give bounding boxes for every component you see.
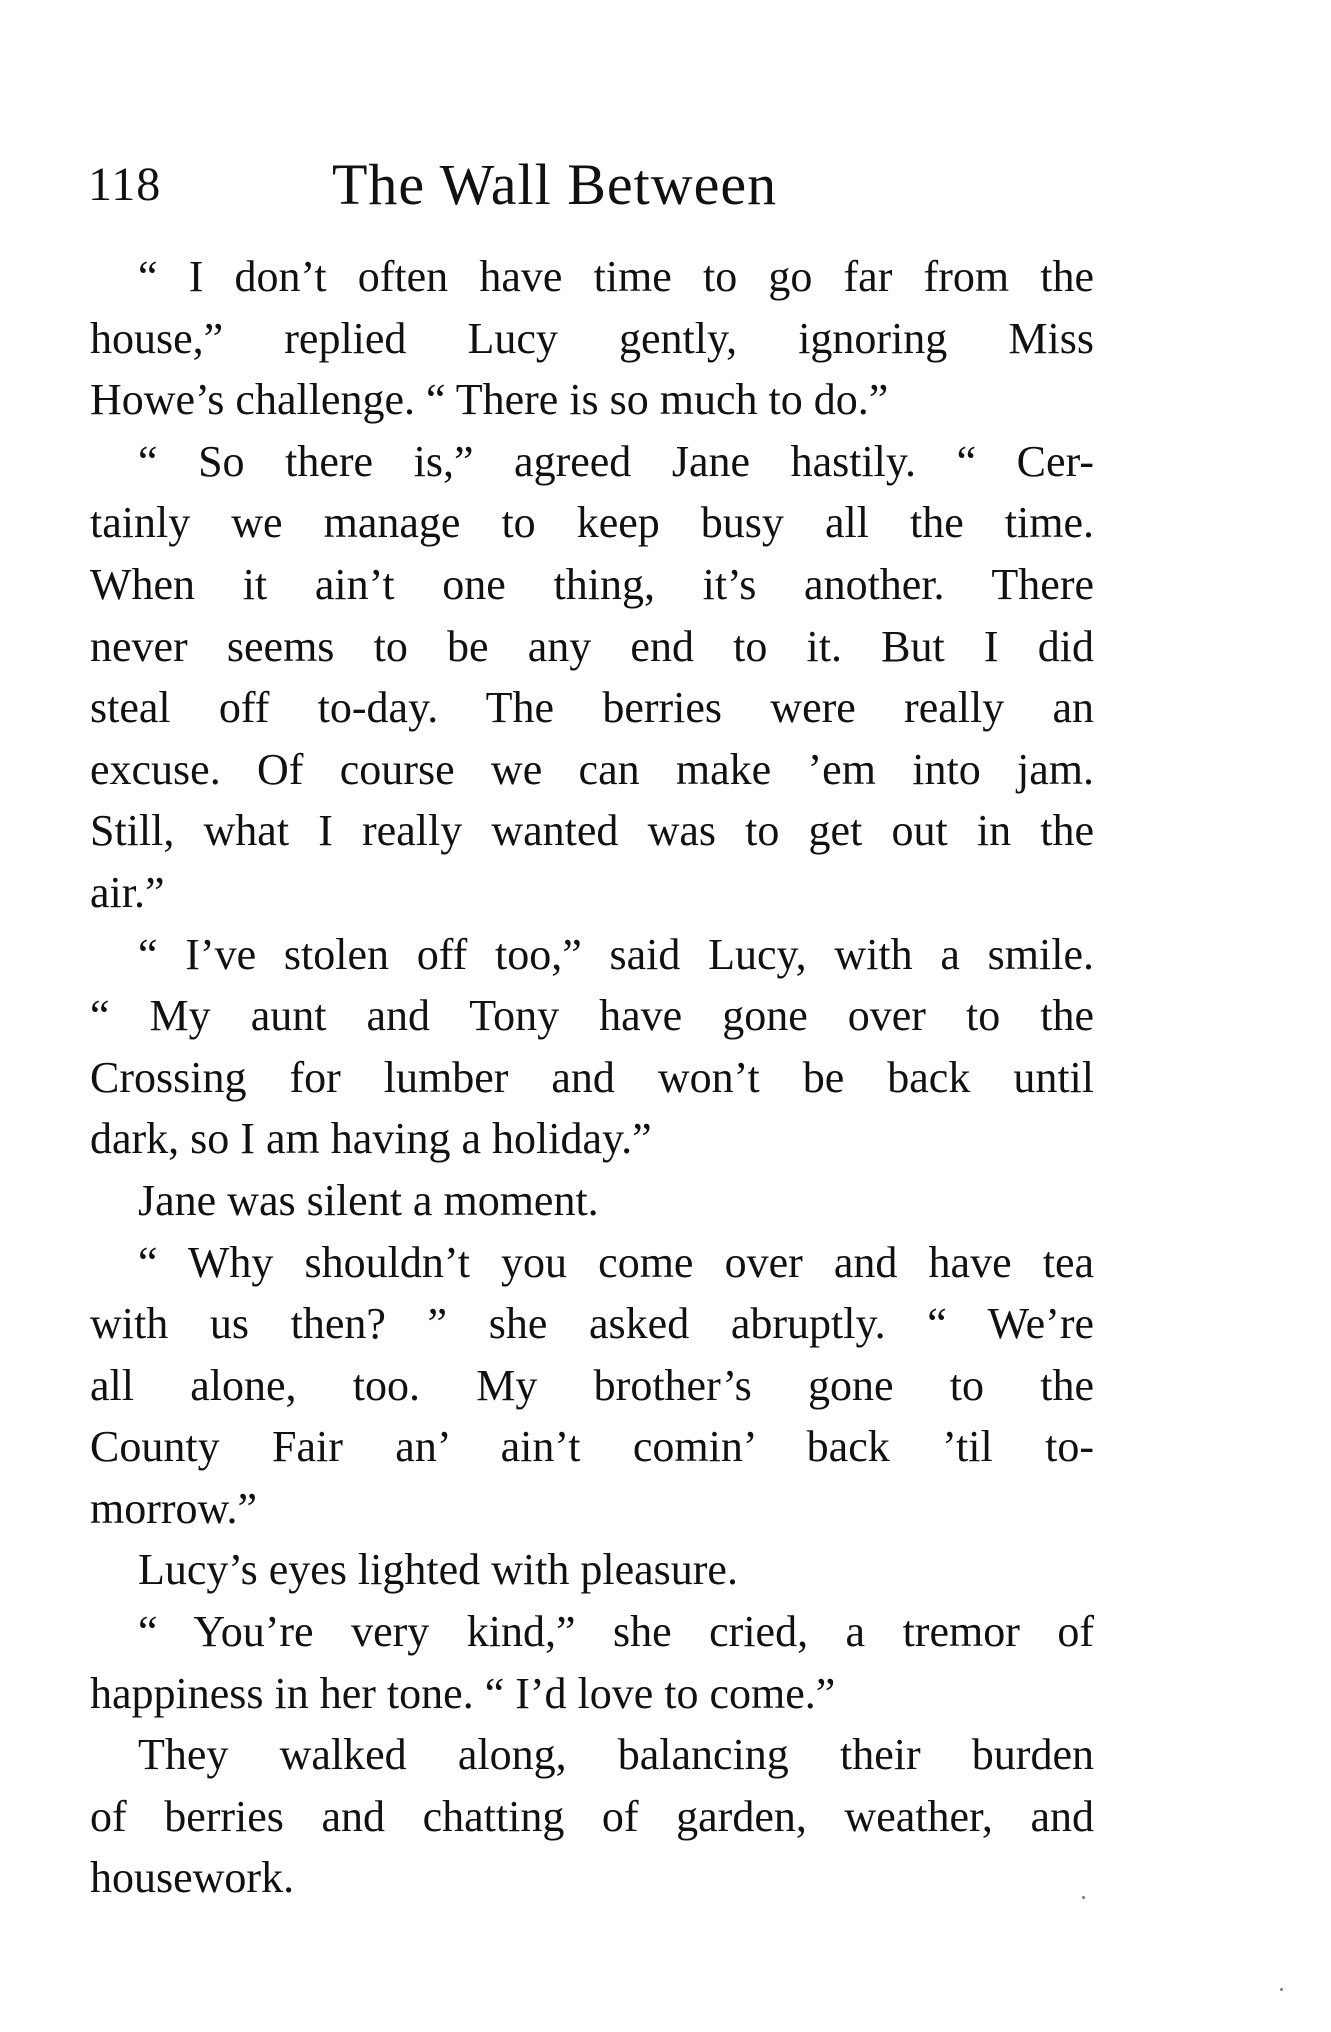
text-line: Howe’s challenge. “ There is so much to do.” [90, 375, 889, 425]
paragraph [90, 924, 1094, 1170]
text-line: “ I don’t often have time to go far from the [138, 252, 1094, 301]
paper-speck [1280, 1988, 1283, 1991]
running-header [88, 150, 1088, 220]
paragraph [90, 1539, 1094, 1601]
text-line: dark, so I am having a holiday.” [90, 1114, 652, 1164]
text-line: excuse. Of course we can make ’em into jam. [90, 744, 1094, 794]
text-line: “ You’re very kind,” she cried, a tremor of [138, 1607, 1094, 1657]
text-line: steal off to-day. The berries were really an [90, 683, 1094, 733]
text-line: tainly we manage to keep busy all the time. [90, 498, 1094, 548]
paper-speck [1082, 1896, 1085, 1899]
text-line: of berries and chatting of garden, weather, and [90, 1791, 1094, 1841]
paragraph [90, 431, 1094, 924]
text-line: Still, what I really wanted was to get out in the [90, 806, 1094, 856]
text-line: house,” replied Lucy gently, ignoring Miss [90, 313, 1094, 363]
text-line: never seems to be any end to it. But I did [90, 621, 1094, 671]
text-line: County Fair an’ ain’t comin’ back ’til to- [90, 1422, 1094, 1472]
text-line: Jane was silent a moment. [138, 1175, 599, 1225]
paragraph [90, 1170, 1094, 1232]
page-number: 118 [88, 158, 162, 211]
text-line: Crossing for lumber and won’t be back until [90, 1052, 1094, 1102]
text-line: “ My aunt and Tony have gone over to the [90, 991, 1094, 1041]
running-title: The Wall Between [332, 152, 778, 217]
text-line: Lucy’s eyes lighted with pleasure. [138, 1545, 738, 1595]
text-line: When it ain’t one thing, it’s another. There [90, 559, 1094, 609]
text-line: with us then? ” she asked abruptly. “ We’re [90, 1299, 1094, 1349]
text-line: They walked along, balancing their burden [138, 1730, 1094, 1780]
paragraph [90, 1601, 1094, 1724]
text-line: all alone, too. My brother’s gone to the [90, 1360, 1094, 1410]
text-line: “ Why shouldn’t you come over and have tea [138, 1237, 1094, 1287]
text-line: housework. [90, 1853, 295, 1903]
text-line: “ I’ve stolen off too,” said Lucy, with a smile. [138, 929, 1094, 979]
text-line: morrow.” [90, 1483, 257, 1533]
paragraph [90, 1724, 1094, 1909]
text-line: air.” [90, 867, 165, 917]
paragraph [90, 246, 1094, 431]
body-text [90, 246, 1094, 1909]
text-line: “ So there is,” agreed Jane hastily. “ Cer- [138, 436, 1094, 486]
text-line: happiness in her tone. “ I’d love to come.” [90, 1668, 836, 1718]
paragraph [90, 1232, 1094, 1540]
